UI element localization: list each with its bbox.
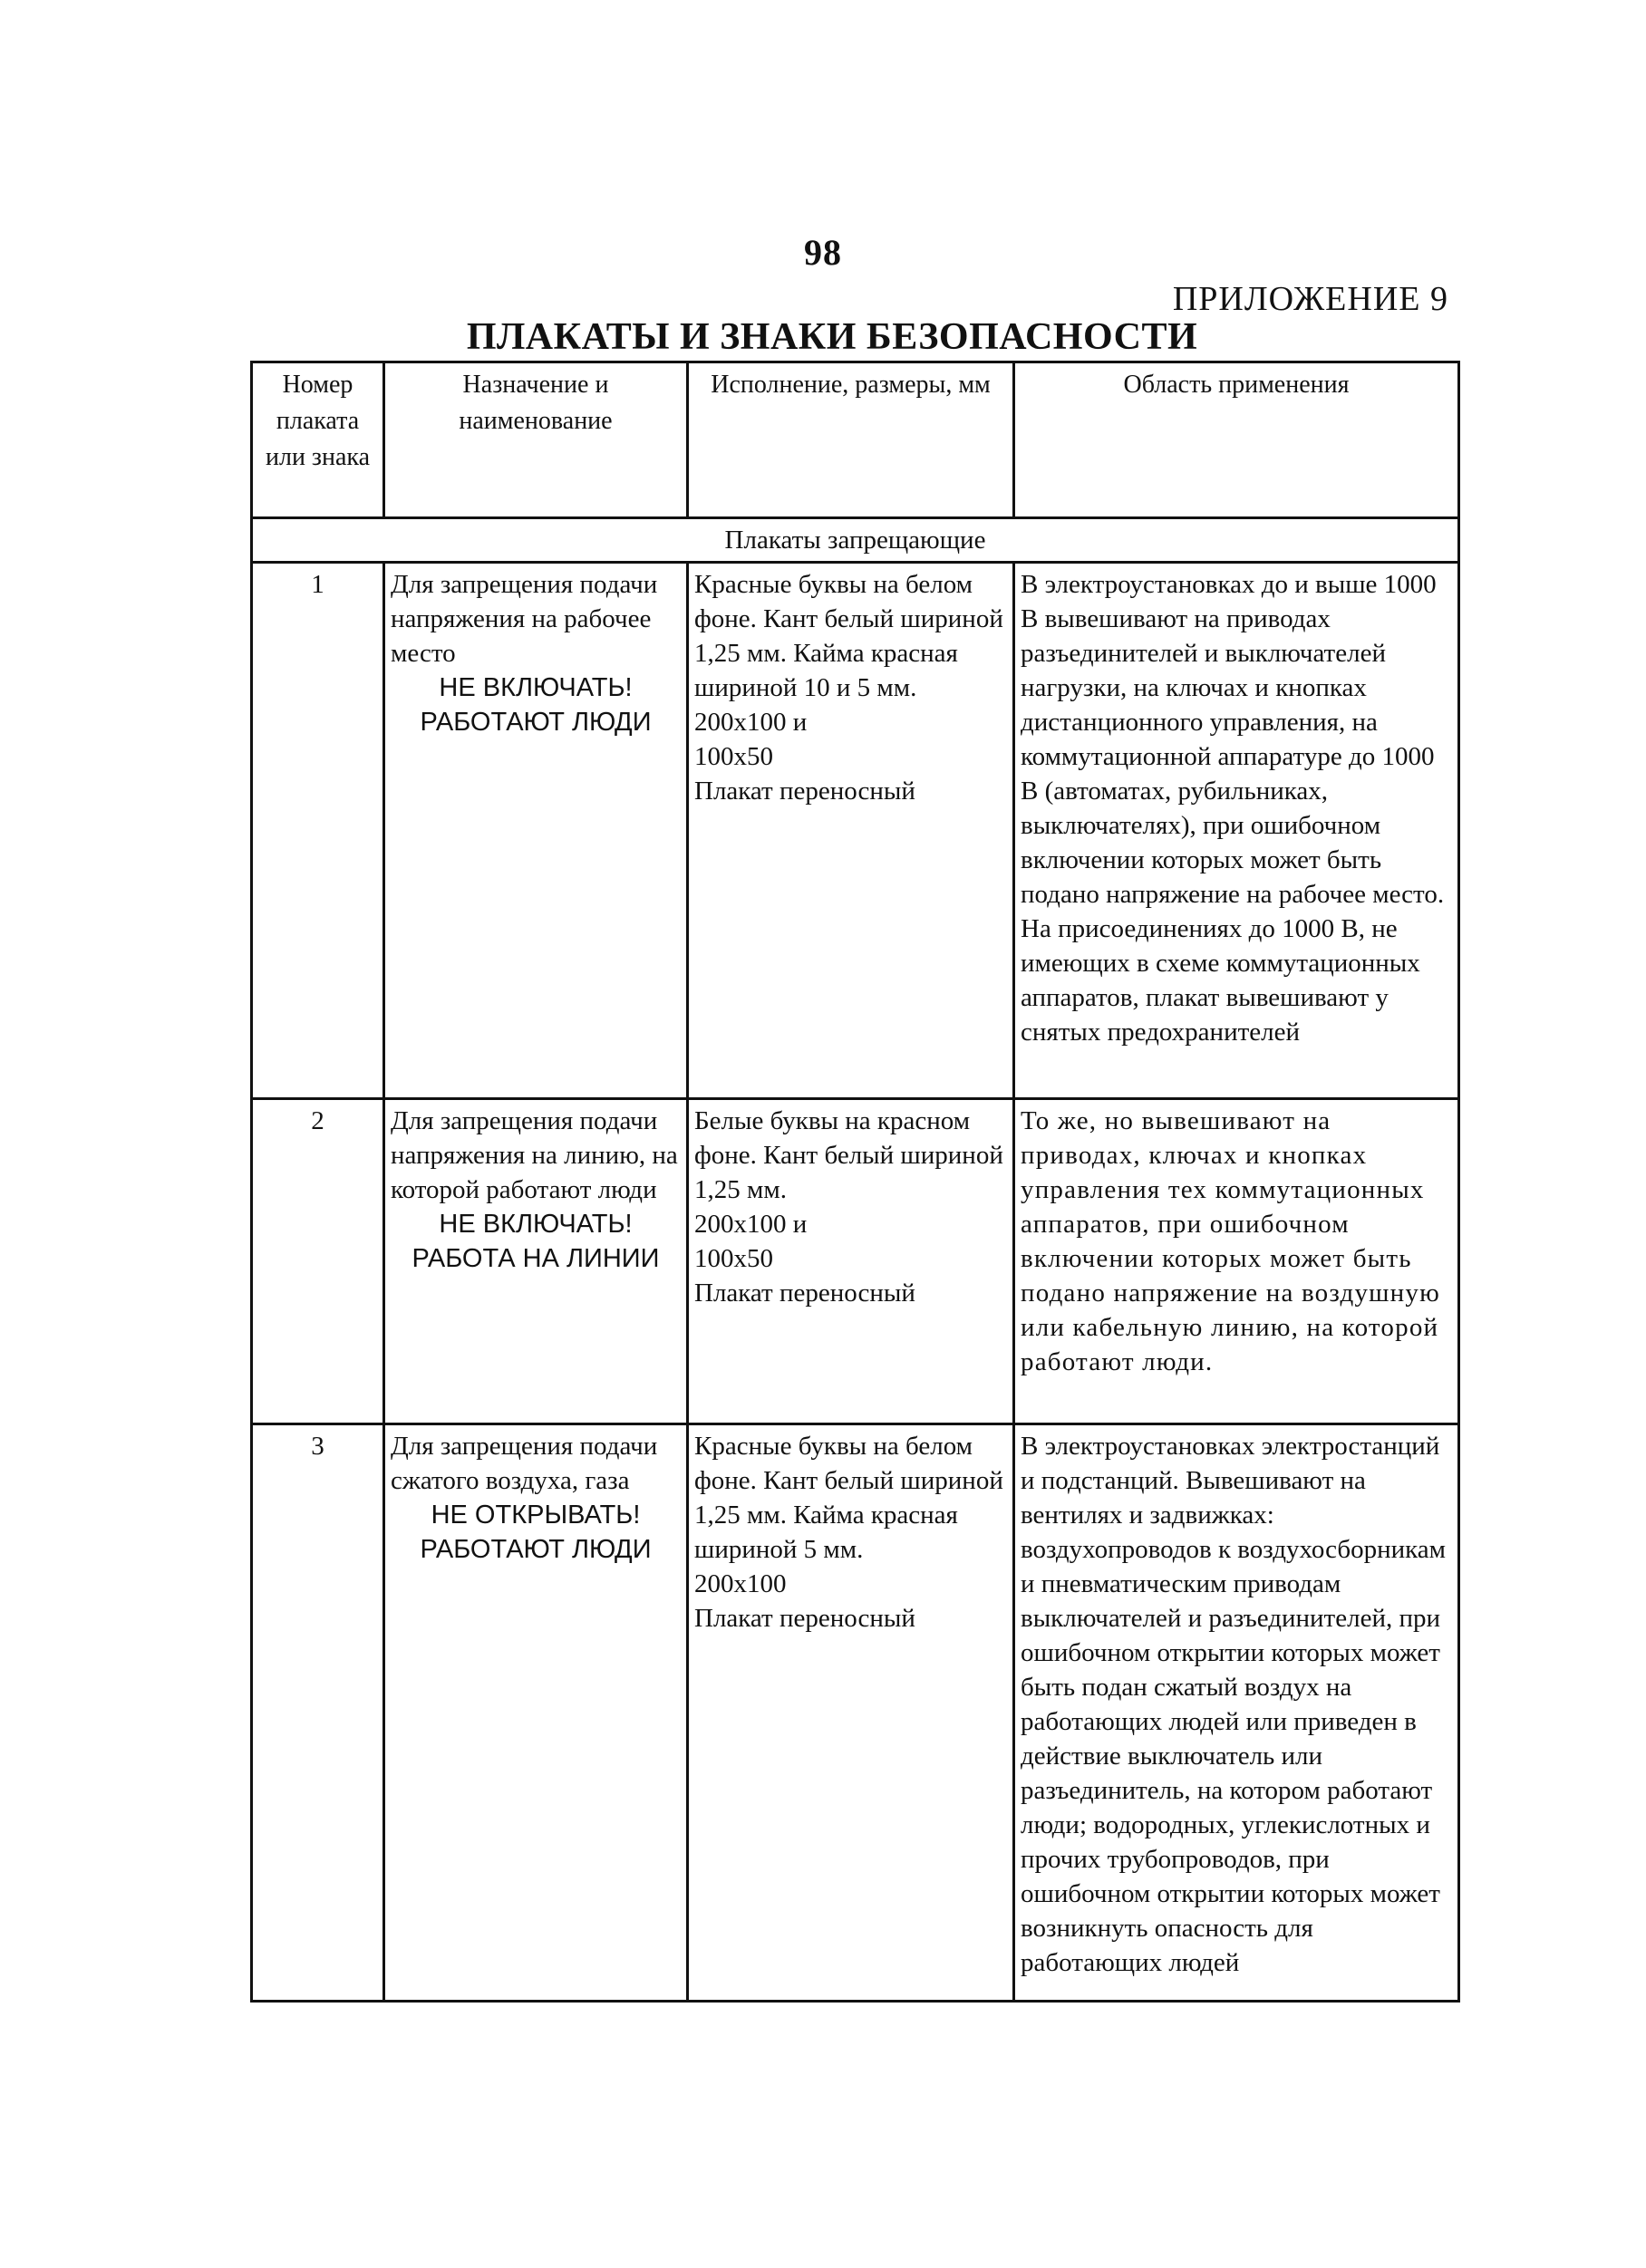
execution-description: Красные буквы на белом фоне. Кант белый шириной 1,25 мм. Кайма красная шириной 5 мм. xyxy=(694,1432,1003,1564)
purpose-text: Для запрещения подачи напряжения на рабочее место xyxy=(391,570,658,668)
execution-type: Плакат переносный xyxy=(694,777,915,806)
header-number: Номер плаката или знака xyxy=(252,362,384,518)
table-row xyxy=(252,1424,1459,2002)
sign-text-line2: РАБОТАЮТ ЛЮДИ xyxy=(420,1535,652,1564)
execution-type: Плакат переносный xyxy=(694,1279,915,1308)
row-execution xyxy=(688,563,1014,1099)
row-scope: То же, но вывешивают на приводах, ключах и кнопках управления тех коммутационных аппаратов, при ошибочном включении которых может быть подано напряжение на воздушную или кабельную линию, на которой работают люди. xyxy=(1014,1099,1459,1424)
row-purpose xyxy=(384,563,688,1099)
execution-description: Белые буквы на красном фоне. Кант белый шириной 1,25 мм. xyxy=(694,1106,1003,1204)
sign-text-line1: НЕ ОТКРЫВАТЬ! xyxy=(431,1501,641,1530)
sign-text-line1: НЕ ВКЛЮЧАТЬ! xyxy=(439,673,633,702)
row-number: 1 xyxy=(252,563,384,1099)
purpose-text: Для запрещения подачи сжатого воздуха, газа xyxy=(391,1432,658,1495)
safety-posters-table xyxy=(250,361,1460,2003)
row-purpose xyxy=(384,1424,688,2002)
section-title: Плакаты запрещающие xyxy=(252,518,1459,563)
execution-size: 100x50 xyxy=(694,1244,773,1273)
page-number: 98 xyxy=(804,232,842,273)
header-purpose: Назначение и наименование xyxy=(384,362,688,518)
purpose-text: Для запрещения подачи напряжения на линию, на которой работают люди xyxy=(391,1106,678,1204)
row-purpose xyxy=(384,1099,688,1424)
row-scope: В электроустановках до и выше 1000 В вывешивают на приводах разъединителей и выключателей нагрузки, на ключах и кнопках дистанционного управления, на коммутационной аппаратуре до 1000 В (автоматах, рубильниках, выключателях), при ошибочном включении которых может быть подано напряжение на рабочее место. На присоединениях до 1000 В, не имеющих в схеме коммутационных аппаратов, плакат вывешивают у снятых предохранителей xyxy=(1014,563,1459,1099)
row-number: 3 xyxy=(252,1424,384,2002)
execution-size: 200x100 и xyxy=(694,708,808,737)
row-number: 2 xyxy=(252,1099,384,1424)
row-execution xyxy=(688,1424,1014,2002)
page-title: ПЛАКАТЫ И ЗНАКИ БЕЗОПАСНОСТИ xyxy=(466,316,1198,358)
execution-type: Плакат переносный xyxy=(694,1604,915,1633)
sign-text-line2: РАБОТАЮТ ЛЮДИ xyxy=(420,708,652,737)
table-header-row xyxy=(252,362,1459,518)
execution-size: 200x100 и xyxy=(694,1210,808,1239)
header-scope: Область применения xyxy=(1014,362,1459,518)
sign-text-line2: РАБОТА НА ЛИНИИ xyxy=(412,1244,660,1273)
execution-size: 100x50 xyxy=(694,742,773,771)
row-scope: В электроустановках электростанций и подстанций. Вывешивают на вентилях и задвижках: воздухопроводов к воздухосборникам и пневматическим приводам выключателей и разъединителей, при ошибочном открытии которых может быть подан сжатый воздух на работающих людей или приведен в действие выключатель или разъединитель, на котором работают люди; водородных, углекислотных и прочих трубопроводов, при ошибочном открытии которых может возникнуть опасность для работающих людей xyxy=(1014,1424,1459,2002)
appendix-label: ПРИЛОЖЕНИЕ 9 xyxy=(1172,280,1448,318)
sign-text-line1: НЕ ВКЛЮЧАТЬ! xyxy=(439,1210,633,1239)
execution-size: 200x100 xyxy=(694,1569,787,1598)
section-row xyxy=(252,518,1459,563)
row-execution xyxy=(688,1099,1014,1424)
table-row xyxy=(252,1099,1459,1424)
header-execution: Исполнение, размеры, мм xyxy=(688,362,1014,518)
execution-description: Красные буквы на белом фоне. Кант белый шириной 1,25 мм. Кайма красная шириной 10 и 5 мм. xyxy=(694,570,1003,702)
table-row xyxy=(252,563,1459,1099)
